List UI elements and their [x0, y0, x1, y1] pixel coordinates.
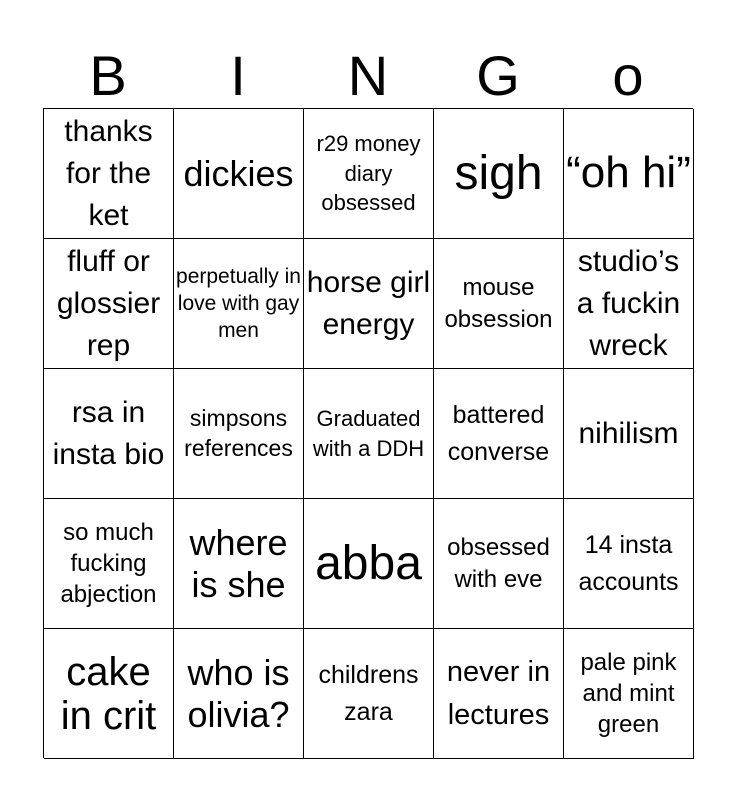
bingo-cell[interactable]	[564, 369, 694, 499]
cell-text: Graduated with a DDH	[312, 405, 425, 461]
cell-text: where is she	[189, 522, 288, 605]
cell-text: cake in crit	[60, 649, 157, 738]
bingo-cell[interactable]	[434, 629, 564, 759]
cell-text: rsa in insta bio	[52, 395, 165, 471]
bingo-cell[interactable]	[564, 499, 694, 629]
cell-text: childrens zara	[318, 661, 419, 726]
bingo-cell[interactable]	[44, 499, 174, 629]
cell-text: so much fucking abjection	[60, 518, 157, 609]
bingo-card-grid	[43, 108, 693, 758]
bingo-cell[interactable]	[434, 369, 564, 499]
cell-text: pale pink and mint green	[580, 648, 677, 739]
cell-text: horse girl energy	[306, 265, 431, 341]
bingo-cell[interactable]	[564, 109, 694, 239]
header-letter-i: I	[230, 44, 246, 107]
cell-text: abba	[315, 536, 422, 590]
bingo-cell[interactable]	[304, 369, 434, 499]
cell-text: battered converse	[447, 401, 550, 466]
bingo-cell[interactable]	[174, 499, 304, 629]
bingo-cell[interactable]	[44, 109, 174, 239]
bingo-cell[interactable]	[304, 499, 434, 629]
bingo-cell[interactable]	[174, 369, 304, 499]
bingo-cell[interactable]	[304, 239, 434, 369]
header-letter-g: G	[476, 44, 520, 107]
bingo-cell[interactable]	[434, 109, 564, 239]
bingo-cell[interactable]	[564, 239, 694, 369]
header-letter-n: N	[347, 44, 389, 107]
bingo-cell[interactable]	[44, 369, 174, 499]
cell-text: r29 money diary obsessed	[316, 130, 421, 216]
bingo-cell[interactable]	[44, 629, 174, 759]
cell-text: “oh hi”	[566, 148, 691, 198]
bingo-cell[interactable]	[434, 499, 564, 629]
cell-text: mouse obsession	[444, 274, 553, 333]
bingo-cell[interactable]	[174, 109, 304, 239]
cell-text: simpsons references	[184, 404, 293, 461]
header-letter-b: B	[89, 44, 127, 107]
header-letter-o: o	[612, 44, 644, 107]
bingo-cell[interactable]	[174, 239, 304, 369]
bingo-cell[interactable]	[174, 629, 304, 759]
cell-text: nihilism	[578, 416, 679, 450]
cell-text: never in lectures	[446, 656, 551, 731]
cell-text: fluff or glossier rep	[56, 244, 161, 362]
bingo-cell[interactable]	[44, 239, 174, 369]
cell-text: obsessed with eve	[447, 534, 550, 593]
cell-text: perpetually in love with gay men	[176, 264, 301, 343]
bingo-header	[43, 44, 693, 108]
bingo-cell[interactable]	[304, 629, 434, 759]
cell-text: who is olivia?	[187, 652, 290, 735]
bingo-cell[interactable]	[434, 239, 564, 369]
bingo-cell[interactable]	[564, 629, 694, 759]
cell-text: thanks for the ket	[64, 114, 153, 232]
cell-text: sigh	[454, 146, 543, 200]
cell-text: 14 insta accounts	[578, 531, 679, 596]
bingo-cell[interactable]	[304, 109, 434, 239]
cell-text: dickies	[183, 152, 294, 194]
cell-text: studio’s a fuckin wreck	[576, 244, 681, 362]
